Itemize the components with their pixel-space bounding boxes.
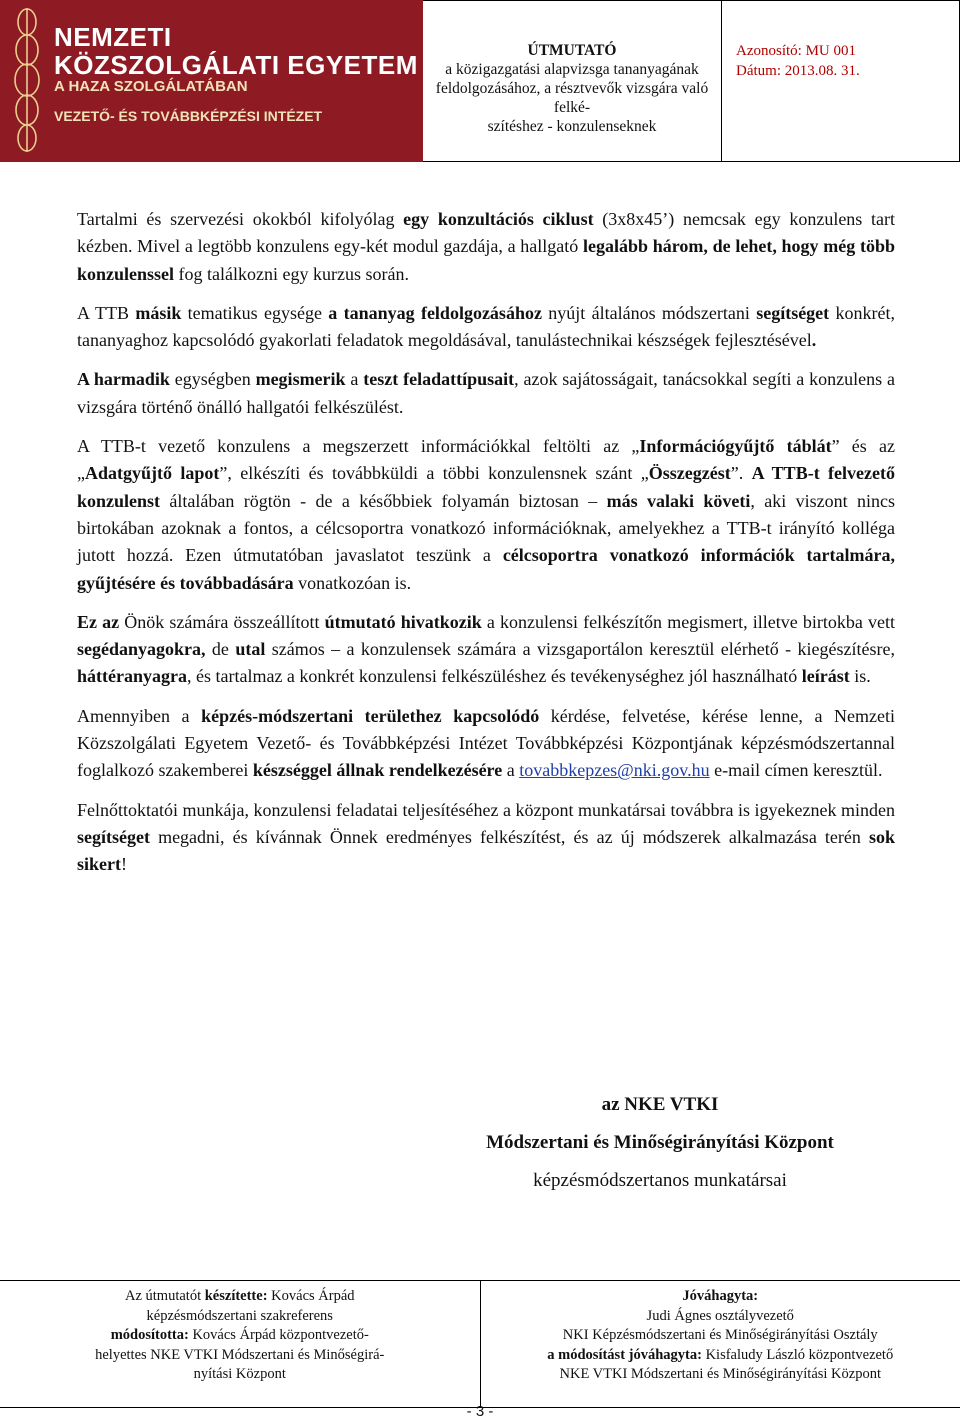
footer-approver-unit: NKI Képzésmódszertani és Minőségirányítási Osztály	[562, 1327, 878, 1343]
signature-line-2: Módszertani és Minőségirányítási Központ	[486, 1132, 834, 1153]
document-title-block	[423, 0, 721, 162]
page-number: - 3 -	[466, 1403, 494, 1420]
footer-approval-block	[480, 1281, 960, 1407]
document-subtitle-2: feldolgozásához, a résztvevők vizsgára való felké-	[435, 80, 709, 116]
footer-modifier-role-1: helyettes NKE VTKI Módszertani és Minőségirá-	[95, 1346, 385, 1363]
university-seal-icon	[4, 6, 50, 154]
logo-line-motto: A HAZA SZOLGÁLATÁBAN	[54, 78, 248, 95]
document-date: Dátum: 2013.08. 31.	[736, 63, 860, 79]
logo-line-nemzeti: NEMZETI	[54, 22, 172, 52]
page-footer	[0, 1280, 960, 1408]
page-header	[0, 0, 960, 162]
document-subtitle-3: szítéshez - konzulenseknek	[487, 118, 657, 135]
footer-approver: Judi Ágnes osztályvezető	[646, 1307, 794, 1324]
paragraph-4: A TTB-t vezető konzulens a megszerzett információkkal feltölti az „Információgyűjtő táblát” és az „Adatgyűjtő lapot”, elkészíti és továbbküldi a többi konzulensnek szánt „Összegzést”. A TTB-t felvezető konzulenst általában rögtön - de a későbbiek folyamán biztosan – más valaki követi, aki viszont nincs birtokában azoknak a fontos, a célcsoportra vonatkozó információknak, amelyekhez a TTB-t irányító kolléga jutott hozzá. Ezen útmutatóban javaslatot teszünk a célcsoportra vonatkozó információk tartalmára, gyűjtésére és továbbadására vonatkozóan is.	[77, 436, 896, 593]
email-link[interactable]: tovabbkepzes@nki.gov.hu	[519, 760, 710, 781]
logo-line-institute: VEZETŐ- ÉS TOVÁBBKÉPZÉSI INTÉZET	[54, 108, 323, 124]
footer-author-block	[0, 1281, 480, 1407]
paragraph-6: Amennyiben a képzés-módszertani területhez kapcsolódó kérdése, felvetése, kérése lenne, a Nemzeti Közszolgálati Egyetem Vezető- és Továbbképzési Intézet Továbbképzési Központjának képzésmódszertannal foglalkozó szakemberei készséggel állnak rendelkezésére a tovabbkepzes@nki.gov.hu e-mail címen keresztül.	[77, 705, 895, 781]
footer-mod-approver-unit: NKE VTKI Módszertani és Minőségirányítási Központ	[559, 1366, 881, 1382]
document-id: Azonosító: MU 001	[736, 43, 856, 59]
signature-line-1: az NKE VTKI	[601, 1094, 719, 1115]
footer-modifier-line: módosította: Kovács Árpád központvezető-	[110, 1327, 369, 1343]
logo-line-university: KÖZSZOLGÁLATI EGYETEM	[54, 50, 418, 80]
university-logo	[0, 0, 423, 162]
footer-modifier-role-2: nyítási Központ	[193, 1366, 286, 1382]
paragraph-5: Ez az Önök számára összeállított útmutató hivatkozik a konzulensi felkészítőn megismert, illetve birtokba vett segédanyagokra, de utal számos – a konzulensek számára a vizsgaportálon keresztül elérhető - kiegészítésre, háttéranyagra, és tartalmaz a konkrét konzulensi felkészüléshez és tevékenységhez jól használható leírást is.	[77, 611, 896, 687]
signature-line-3: képzésmódszertanos munkatársai	[533, 1170, 787, 1191]
paragraph-7: Felnőttoktatói munkája, konzulensi feladatai teljesítéséhez a központ munkatársai továbbra is igyekeznek minden segítséget megadni, és kívánnak Önnek eredményes felkészítést, és az új módszerek alkalmazása terén sok sikert!	[77, 799, 895, 875]
footer-mod-approval: a módosítást jóváhagyta: Kisfaludy László központvezető	[547, 1346, 894, 1363]
footer-author-line: Az útmutatót készítette: Kovács Árpád	[124, 1288, 355, 1304]
document-title: ÚTMUTATÓ	[527, 42, 617, 59]
footer-author-role: képzésmódszertani szakreferens	[146, 1307, 333, 1324]
document-body	[77, 206, 895, 891]
paragraph-1: Tartalmi és szervezési okokból kifolyólag egy konzultációs ciklust (3x8x45’) nemcsak egy konzulens tart kézben. Mivel a legtöbb konzulens egy-két modul gazdája, a hallgató legalább három, de lehet, hogy még több konzulenssel fog találkozni egy kurzus során.	[77, 209, 895, 284]
footer-approved-label: Jóváhagyta:	[682, 1288, 759, 1304]
document-meta-block	[721, 0, 960, 162]
paragraph-2: A TTB másik tematikus egysége a tananyag feldolgozásához nyújt általános módszertani segítséget konkrét, tananyaghoz kapcsolódó gyakorlati feladatok megoldásával, tanulástechnikai készségek fejlesztésével.	[77, 302, 895, 351]
paragraph-3: A harmadik egységben megismerik a teszt feladattípusait, azok sajátosságait, tanácsokkal segíti a konzulens a vizsgára történő önálló hallgatói felkészülést.	[77, 369, 895, 417]
document-subtitle-1: a közigazgatási alapvizsga tananyagának	[445, 61, 699, 78]
